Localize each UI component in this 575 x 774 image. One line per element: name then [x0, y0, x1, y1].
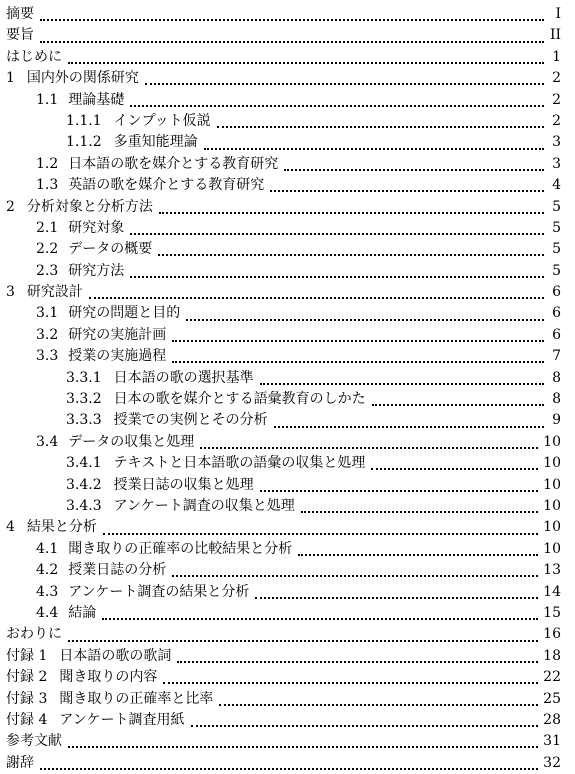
toc-entry-title — [66, 111, 214, 132]
toc-entry[interactable] — [0, 303, 575, 324]
toc-entry-title — [36, 432, 197, 453]
toc-entry-text: 授業日誌の分析 — [68, 562, 167, 579]
toc-entry-text: 要旨 — [6, 27, 34, 44]
toc-entry-title — [6, 282, 86, 303]
toc-entry[interactable] — [0, 496, 575, 517]
toc-entry-text: 聞き取りの内容 — [59, 669, 158, 686]
dot-leader — [200, 446, 538, 449]
toc-entry-number: 3.2 — [36, 326, 59, 343]
toc-entry[interactable] — [0, 325, 575, 346]
dot-leader — [172, 574, 538, 577]
toc-entry-text: おわりに — [6, 626, 62, 643]
toc-entry-page: 5 — [552, 219, 561, 236]
toc-entry-number: 3.4.1 — [66, 455, 102, 472]
toc-entry-number: 3.4.3 — [66, 497, 102, 514]
dot-leader — [130, 275, 544, 278]
toc-entry-title — [6, 197, 156, 218]
toc-entry[interactable] — [0, 47, 575, 68]
toc-entry-text: 謝辞 — [6, 754, 34, 771]
toc-entry[interactable] — [0, 90, 575, 111]
toc-entry-title — [6, 689, 216, 710]
toc-entry-page: 5 — [552, 262, 561, 279]
toc-entry-number: 3.3.1 — [66, 369, 102, 386]
toc-entry-page: 10 — [543, 519, 561, 536]
toc-entry-page: 5 — [552, 198, 561, 215]
toc-entry-title — [6, 624, 65, 645]
toc-entry-title — [6, 710, 188, 731]
toc-entry-page: 10 — [543, 476, 561, 493]
toc-entry-title — [6, 753, 37, 774]
toc-entry-page: 3 — [552, 155, 561, 172]
toc-entry-page: 15 — [543, 604, 561, 621]
toc-entry[interactable] — [0, 111, 575, 132]
toc-entry-number: 4.4 — [36, 604, 59, 621]
toc-entry-page: 32 — [543, 754, 561, 771]
toc-entry-text: 理論基礎 — [68, 91, 125, 108]
toc-entry-text: アンケート調査用紙 — [59, 711, 185, 728]
dot-leader — [158, 253, 544, 256]
toc-entry-text: 英語の歌を媒介とする教育研究 — [68, 177, 265, 194]
dot-leader — [130, 232, 544, 235]
toc-entry-page: 5 — [552, 241, 561, 258]
toc-entry-text: テキストと日本語歌の語彙の収集と処理 — [113, 455, 366, 472]
toc-entry-page: 6 — [552, 284, 561, 301]
dot-leader — [270, 189, 544, 192]
toc-entry-title — [6, 667, 160, 688]
toc-entry-page: 10 — [543, 433, 561, 450]
toc-entry-text: 授業日誌の収集と処理 — [113, 476, 254, 493]
toc-entry-title — [36, 154, 281, 175]
toc-entry-page: 6 — [552, 305, 561, 322]
toc-entry-number: 1.1.2 — [66, 134, 102, 151]
toc-entry-text: 日本語の歌の歌詞 — [59, 647, 172, 664]
toc-entry[interactable] — [0, 4, 575, 25]
toc-entry-page: 22 — [543, 669, 561, 686]
toc-entry-title — [36, 218, 127, 239]
toc-entry-number: 付録 1 — [6, 647, 48, 664]
toc-entry-title — [36, 303, 183, 324]
dot-leader — [217, 125, 544, 128]
toc-entry-text: 研究の実施計画 — [68, 326, 167, 343]
toc-entry-page: 16 — [543, 626, 561, 643]
toc-entry-title — [66, 368, 257, 389]
toc-entry-text: 授業での実例とその分析 — [113, 412, 268, 429]
toc-entry-title — [66, 410, 271, 431]
toc-entry-title — [66, 389, 369, 410]
toc-entry-title — [36, 603, 99, 624]
dot-leader — [130, 104, 544, 107]
toc-entry[interactable] — [0, 154, 575, 175]
dot-leader — [145, 82, 544, 85]
toc-entry-page: 3 — [552, 134, 561, 151]
toc-entry[interactable] — [0, 453, 575, 474]
toc-entry-page: 8 — [552, 369, 561, 386]
toc-entry[interactable] — [0, 560, 575, 581]
toc-entry-number: 3.4.2 — [66, 476, 102, 493]
toc-entry-page: 2 — [552, 70, 561, 87]
dot-leader — [219, 703, 538, 706]
toc-entry-number: 4 — [6, 519, 15, 536]
toc-entry-number: 付録 3 — [6, 690, 48, 707]
toc-entry-title — [6, 517, 100, 538]
toc-entry-page: 7 — [552, 348, 561, 365]
table-of-contents — [0, 4, 575, 774]
toc-entry-title — [6, 4, 37, 25]
dot-leader — [274, 425, 544, 428]
dot-leader — [260, 489, 539, 492]
toc-entry-text: 研究対象 — [68, 219, 125, 236]
toc-entry-text: 日本語の歌を媒介とする教育研究 — [68, 155, 279, 172]
toc-entry-text: 研究方法 — [68, 262, 125, 279]
toc-entry-number: 3.4 — [36, 433, 59, 450]
dot-leader — [284, 168, 544, 171]
toc-entry-text: 研究設計 — [26, 284, 83, 301]
toc-entry-number: 付録 2 — [6, 669, 48, 686]
toc-entry[interactable] — [0, 517, 575, 538]
toc-entry[interactable] — [0, 389, 575, 410]
toc-entry-text: 参考文献 — [6, 733, 62, 750]
toc-entry-text: 国内外の関係研究 — [26, 70, 139, 87]
toc-entry-title — [36, 325, 169, 346]
toc-entry[interactable] — [0, 175, 575, 196]
dot-leader — [301, 510, 538, 513]
toc-entry-title — [66, 475, 257, 496]
toc-entry-number: 2.3 — [36, 262, 59, 279]
toc-entry-text: 摘要 — [6, 6, 34, 22]
dot-leader — [89, 296, 544, 299]
dot-leader — [159, 211, 544, 214]
toc-entry-page: 25 — [543, 690, 561, 707]
toc-entry[interactable] — [0, 667, 575, 688]
toc-entry-title — [6, 47, 65, 68]
toc-entry-number: 1 — [6, 70, 15, 87]
toc-entry-number: 3.3.2 — [66, 391, 102, 408]
toc-entry-page: 14 — [543, 583, 561, 600]
dot-leader — [172, 360, 544, 363]
toc-entry-title — [6, 646, 174, 667]
toc-entry[interactable] — [0, 346, 575, 367]
toc-entry-number: 4.2 — [36, 562, 59, 579]
dot-leader — [371, 467, 538, 470]
toc-entry-page: 2 — [552, 112, 561, 129]
dot-leader — [68, 745, 538, 748]
toc-entry[interactable] — [0, 218, 575, 239]
toc-entry-number: 1.1 — [36, 91, 59, 108]
toc-entry-title — [36, 346, 169, 367]
toc-entry-text: 聞き取りの正確率と比率 — [59, 690, 214, 707]
toc-entry-title — [36, 239, 155, 260]
toc-entry-page: 6 — [552, 326, 561, 343]
toc-entry-page: 4 — [552, 177, 561, 194]
toc-entry-page: 8 — [552, 391, 561, 408]
dot-leader — [177, 660, 538, 663]
toc-entry-text: 聞き取りの正確率の比較結果と分析 — [68, 540, 293, 557]
toc-entry-number: 3.3 — [36, 348, 59, 365]
toc-entry[interactable] — [0, 603, 575, 624]
toc-entry-page: II — [549, 27, 561, 44]
toc-entry-number: 1.1.1 — [66, 112, 102, 129]
toc-entry-page: 10 — [543, 497, 561, 514]
toc-entry[interactable] — [0, 68, 575, 89]
toc-entry[interactable] — [0, 432, 575, 453]
dot-leader — [68, 61, 544, 64]
toc-entry[interactable] — [0, 261, 575, 282]
dot-leader — [186, 318, 544, 321]
toc-entry[interactable] — [0, 197, 575, 218]
toc-entry-number: 4.3 — [36, 583, 59, 600]
toc-entry-number: 3 — [6, 284, 15, 301]
toc-entry-title — [66, 496, 298, 517]
toc-entry[interactable] — [0, 582, 575, 603]
toc-entry-text: はじめに — [6, 48, 62, 65]
toc-entry[interactable] — [0, 368, 575, 389]
dot-leader — [40, 40, 544, 43]
toc-entry-text: 研究の問題と目的 — [68, 305, 181, 322]
dot-leader — [40, 767, 538, 770]
dot-leader — [163, 681, 538, 684]
toc-entry-title — [36, 560, 169, 581]
dot-leader — [40, 18, 544, 21]
toc-entry-page: 2 — [552, 91, 561, 108]
dot-leader — [102, 617, 538, 620]
toc-entry[interactable] — [0, 710, 575, 731]
toc-entry-title — [6, 731, 65, 752]
toc-entry[interactable] — [0, 475, 575, 496]
toc-entry-text: データの概要 — [68, 241, 153, 258]
toc-entry-page: 10 — [543, 455, 561, 472]
toc-entry-title — [66, 132, 201, 153]
toc-entry-page: 28 — [543, 711, 561, 728]
toc-entry-number: 4.1 — [36, 540, 59, 557]
toc-entry-title — [66, 453, 368, 474]
toc-entry-title — [36, 582, 252, 603]
toc-entry-number: 3.1 — [36, 305, 59, 322]
toc-entry-text: 日本の歌を媒介とする語彙教育のしかた — [113, 391, 366, 408]
dot-leader — [172, 339, 544, 342]
toc-entry-page: 18 — [543, 647, 561, 664]
toc-entry-text: 日本語の歌の選択基準 — [113, 369, 254, 386]
toc-entry[interactable] — [0, 239, 575, 260]
toc-entry[interactable] — [0, 539, 575, 560]
toc-entry-number: 3.3.3 — [66, 412, 102, 429]
toc-entry-number: 2 — [6, 198, 15, 215]
toc-entry-page: I — [555, 6, 561, 22]
toc-entry-number: 1.3 — [36, 177, 59, 194]
toc-entry[interactable] — [0, 282, 575, 303]
toc-entry[interactable] — [0, 25, 575, 46]
toc-entry-title — [36, 90, 127, 111]
toc-entry-page: 13 — [543, 562, 561, 579]
dot-leader — [191, 724, 539, 727]
dot-leader — [103, 532, 538, 535]
toc-entry-title — [36, 175, 267, 196]
toc-entry-page: 31 — [543, 733, 561, 750]
toc-entry-number: 1.2 — [36, 155, 59, 172]
toc-entry-number: 付録 4 — [6, 711, 48, 728]
toc-entry-text: 授業の実施過程 — [68, 348, 167, 365]
toc-entry-text: インプット仮説 — [113, 112, 211, 129]
toc-entry-text: 結論 — [68, 604, 97, 621]
toc-entry-number: 2.2 — [36, 241, 59, 258]
toc-entry-title — [36, 261, 127, 282]
toc-entry-text: 分析対象と分析方法 — [26, 198, 153, 215]
toc-entry-text: 多重知能理論 — [113, 134, 198, 151]
toc-entry-title — [6, 68, 142, 89]
dot-leader — [260, 382, 544, 385]
toc-entry-page: 10 — [543, 540, 561, 557]
toc-entry[interactable] — [0, 646, 575, 667]
toc-entry[interactable] — [0, 731, 575, 752]
dot-leader — [68, 639, 538, 642]
toc-entry-title — [36, 539, 295, 560]
dot-leader — [372, 403, 544, 406]
toc-entry-page: 1 — [552, 48, 561, 65]
dot-leader — [255, 596, 538, 599]
toc-entry[interactable] — [0, 753, 575, 774]
toc-entry[interactable] — [0, 689, 575, 710]
toc-entry-page: 9 — [552, 412, 561, 429]
toc-entry-text: 結果と分析 — [26, 519, 97, 536]
toc-entry[interactable] — [0, 132, 575, 153]
toc-entry-text: アンケート調査の収集と処理 — [113, 497, 295, 514]
toc-entry-text: データの収集と処理 — [68, 433, 195, 450]
toc-entry-number: 2.1 — [36, 219, 59, 236]
dot-leader — [204, 147, 544, 150]
toc-entry[interactable] — [0, 624, 575, 645]
toc-entry-title — [6, 25, 37, 46]
dot-leader — [298, 553, 538, 556]
toc-entry-text: アンケート調査の結果と分析 — [68, 583, 250, 600]
toc-entry[interactable] — [0, 410, 575, 431]
